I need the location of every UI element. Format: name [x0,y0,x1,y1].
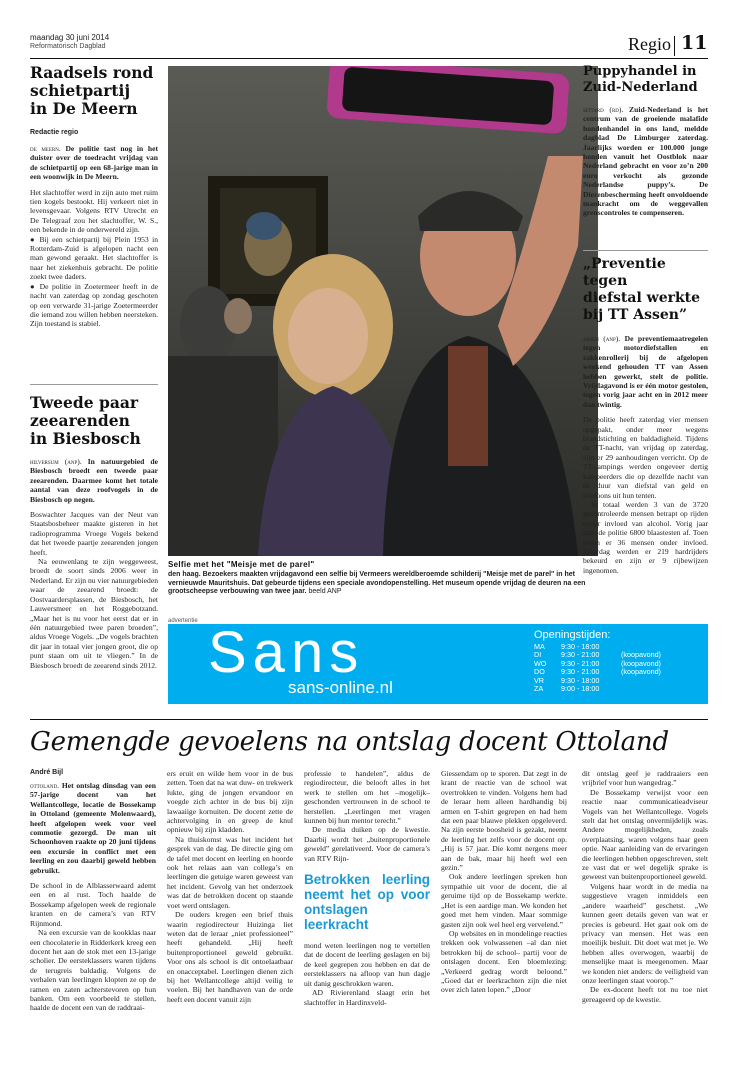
sans-advertisement[interactable] [168,624,708,704]
article-puppyhandel-title: Puppyhandel in Zuid-Nederland [583,64,698,95]
main-article-headline: Gemengde gevoelens na ontslag docent Ottoland [30,727,669,757]
main-article-byline: André Bijl [30,769,64,776]
hours-row: VR 9:30 - 18:00 [534,675,600,685]
main-article-pullquote: Betrokken leerling neemt het op voor ontslagen leerkracht [304,872,430,933]
article-zeearenden-title: Tweede paar zeearenden in Biesbosch [30,393,141,448]
article-zeearenden-body: hilversum (anp). In natuurgebied de Biesbosch broedt een tweede paar zeearenden. Daarmee komt het totale aantal van deze roofvogels in de Biesbosch op negen. Boswachter Jacques van der Neut van Staatsbosbeheer maakte gisteren in het radioprogramma Vroege Vogels bekend dat het tweede paartje zeearenden jongen heeft. Na eeuwenlang te zijn weggeweest, broedt de soort sinds 2006 weer in Nederland. Er zijn nu vier natuurgebieden waar de zeearend broedt: de Oostvaardersplassen, de Biesbosch, het Lauwersmeer en het Roggebotzand. „Maar het is nu voor het eerst dat er in één natuurgebied twee paren broeden”, aldus Vroege Vogels. „De vogels brachten dit jaar in totaal vier jongen groot, die op punt staan om uit te vliegen.” In de Biesbosch broedt de zeearend sinds 2012. [30,457,158,670]
hours-row: ZA 9:00 - 18:00 [534,684,600,694]
advertisement-label: advertentie [168,618,198,624]
hours-row: WO 9:30 - 21:00 (koopavond) [534,658,661,668]
article-schietpartij-title: Raadsels rond schietpartij in De Meern [30,63,154,118]
photo-caption: den haag. Bezoekers maakten vrijdagavond een selfie bij Vermeers wereldberoemde schilderij "Meisje met de parel" in het vernieuwde Mauritshuis. Dat gebeurde tijdens een speciale avondopenstelling. Het museum opende vrijdag de deuren na een grootscheepse verbouwing van twee jaar. beeld ANP [168,571,586,596]
main-article-column-5: dit ontslag geef je raddraaiers een vrijbrief voor hun wangedrag.” De Bossekamp verwijst voor een reactie naar communicatieadviseur Vogels van het Wellantcollege. Vogels stelt dat het ontslag onvermijdelijk was. Andere mogelijkheden, zoals overplaatsing, waren volgens haar geen optie. Naar aanleiding van de ervaringen die leerlingen hebben opgeschreven, stelt ze vast dat er wel degelijk sprake is geweest van buitenproportioneel geweld. Volgens haar wordt in de media na suggestieve vragen inmiddels een „andere waarheid” geschetst. „We kunnen geen details geven van wat er precies is gebeurd. Het gaat ook om de privacy van mensen. Het was een moeilijk besluit. Dit doet wat met je. We hebben alles overwogen, waarbij de menselijke maat is meegenomen. Maar we konden niet anders: de veiligheid van onze leerlingen staat voorop.” De ex-docent heeft tot nu toe niet gereageerd op de kwestie. [582,769,708,1004]
sans-logo [208,628,468,678]
opening-hours-table [534,643,661,693]
newspaper-name: Reformatorisch Dagblad [30,43,106,50]
main-article-column-2: ers eruit en wilde hem voor in de bus zetten. Toen dat na wat duw- en trekwerk lukte, ging de jongen ervandoor en voegde zich achter in de bus bij zijn lawaaiige kornuiten. De docent zette de achtervolging in en greep de knul opnieuw bij zijn kladden. Na thuiskomst was het incident het gesprek van de dag. De directie ging om de tafel met docent en leerling en hoorde ook het relaas aan van collega’s en leerlingen die getuige waren geweest van het incident. Gevolg van het onderzoek was dat de betrokken docent op staande voet werd ontslagen. De ouders kregen een brief thuis waarin regiodirecteur Huizinga liet weten dat de leraar „niet professioneel” heeft gehandeld. „Hij heeft buitenproportioneel geweld gebruikt. Voor ons als school is dit ontoelaatbaar en onacceptabel. Leerlingen dienen zich bij het Wellantcollege altijd veilig te voelen. Bij het handhaven van de orde heeft een docent vanuit zijn [167,769,293,1004]
main-article-rule [30,719,708,720]
opening-hours-title: Openingstijden: [534,629,611,641]
article-schietpartij [30,64,158,329]
article-divider [583,250,708,251]
main-article-column-4: Giessendam op te sporen. Dat zegt in de krant de reactie van de school wat overtrokken te vinden. Volgens hem had de leraar hem alleen hardhandig bij armen en T-shirt gegrepen en had hem dat een paar blauwe plekken opgeleverd. Na zijn eerste boosheid is gezakt, neemt de leerling het zelfs voor de docent op. „Hij is 57 jaar. Die komt nergens meer aan de bak, maar hij heeft wel een gezin.” Ook andere leerlingen spreken hun sympathie uit voor de docent, die al geruime tijd op de Bossekamp werkte. „Het is een aardige man. We konden het goed met hem vinden. Maar sommige gasten zijn ook wel heel erg vervelend.” Op websites en in mondelinge reacties trekken ook volwassenen –al dan niet betrokken bij de school– partij voor de ontslagen docent. Een bloemlezing: „Verkeerd gedrag wordt beloond.” „Goed dat er leerkrachten zijn die niet over zich laten lopen.” „Door [441,769,567,995]
sans-logo-text: Sans [208,628,365,678]
selfie-photo-image [168,66,598,556]
issue-date: maandag 30 juni 2014 [30,33,110,42]
article-tt-assen [583,256,708,575]
article-puppyhandel [583,64,708,218]
article-tt-assen-title: „Preventie tegen diefstal werkte bij TT Assen” [583,256,701,323]
article-zeearenden [30,394,158,670]
section-title: Regio [628,34,671,54]
article-tt-assen-body: assen (anp). De preventiemaatregelen tegen motordiefstallen en zakkenrollerij bij de afgelopen weekend gehouden TT van Assen hebben gewerkt, stelt de politie. Vrijdagavond is er één motor gestolen, tegen vorig jaar acht en in 2012 meer dan twintig. De politie heeft zaterdag vier mensen opgepakt, onder meer wegens brandstichting en baldadigheid. Tijdens de TT-nacht, van vrijdag op zaterdag, zijn er 29 aanhoudingen verricht. Op de TT-campings werden ongeveer dertig kampeerders die op dezelfde nacht van de duur van diefstal van geld en telefoons uit hun tenten. In totaal werden 3 van de 3720 gecontroleerde mensen betrapt op rijden onder invloed van alcohol. Vorig jaar nam de politie 6800 blaastesten af. Toen reden er 36 mensen onder invloed. Zaterdag werden er 219 hardrijders bekeurd en zijn er 9 rijbewijzen ingenomen. [583,334,709,575]
main-article-column-1: ottoland. Het ontslag dinsdag van een 57-jarige docent van het Wellantcollege, locatie de Bossekamp in Ottoland (gemeente Molenwaard), heeft afgelopen week voor veel commotie gezorgd. De man uit Schoonhoven raakte op 20 juni tijdens een excursie in conflict met een leerling en zou daarbij geweld hebben gebruikt. De school in de Alblasserwaard ademt een en al rust. Toch haalde de Bossekamp afgelopen week de regionale kranten en de camera’s van RTV Rijnmond. Na een excursie van de kookklas naar een chocolaterie in Ridderkerk kreeg een docent het aan de stok met een 13-jarige scholier. De eersteklassers waren tijdens de terugreis baldadig. Volgens de verhalen van leerlingen klopten ze op de ramen en zaten achterstevoren op hun banken. Om een voorbeeld te stellen, haalde de docent een van de raddraai- [30,781,157,1013]
header-rule [30,58,708,59]
article-divider [30,384,158,385]
photo-caption-title: Selfie met het "Meisje met de parel" [168,560,315,569]
hours-row: DI 9:30 - 21:00 (koopavond) [534,650,661,660]
hours-row: MA 9:30 - 18:00 [534,642,600,651]
selfie-photo [168,66,598,556]
article-schietpartij-body: de meern. De politie tast nog in het duister over de toedracht vrijdag van de schietpartij op een 68-jarige man in een woonwijk in De Meern. Het slachtoffer werd in zijn auto met ruim tien kogels bestookt. Hij verkeert niet in levensgevaar. Volgens RTV Utrecht en De Telegraaf zou het slachtoffer, W. S., een bekende in de onderwereld zijn. ● Bij een schietpartij bij Plein 1953 in Rotterdam-Zuid is afgelopen nacht een man gewond geraakt. Het slachtoffer is naar het ziekenhuis gebracht. De politie zoekt twee daders. ● De politie in Zoetermeer heeft in de nacht van zaterdag op zondag geschoten op een verwarde 31-jarige Zoetermeerder die iemand zou willen hebben neersteken. Zijn toestand is stabiel. [30,144,158,329]
article-puppyhandel-body: sittard (rd). Zuid-Nederland is het centrum van de groeiende malafide hondenhandel in ons land, meldde dagblad De Limburger zaterdag. Jaarlijks worden er 100.000 jonge honden vanuit het Oostblok naar Nederland gebracht en voor zo’n 200 euro verkocht als gezonde Nederlandse puppy’s. De Dierenbescherming heeft onvoldoende mankracht om de weggevallen grenscontroles te compenseren. [583,105,708,218]
hours-row: DO 9:30 - 21:00 (koopavond) [534,667,661,677]
header-divider [674,36,675,56]
article-schietpartij-byline: Redactie regio [30,129,79,136]
advertisement-url[interactable]: sans-online.nl [288,678,393,697]
page-number: 11 [681,32,708,54]
main-article-column-3: professie te handelen”, aldus de regiodirecteur, die belooft alles in het werk te stellen om het –mogelijk– geschonden vertrouwen in de school te herstellen. „Leerlingen met vragen kunnen bij hun mentor terecht.” De media duiken op de kwestie. Daarbij wordt het „buitenproportionele geweld” gerelativeerd. Voor de camera’s van RTV Rijn- Betrokken leerling neemt het op voor ontslagen leerkracht mond weten leerlingen nog te vertellen dat de docent de leerling geslagen en bij de keel gegrepen zou hebben en dat de eersteklassers na afloop van hun dagje uit danig geschrokken waren. AD Rivierenland slaagt erin het slachtoffer in Hardinxveld- [304,769,430,1007]
